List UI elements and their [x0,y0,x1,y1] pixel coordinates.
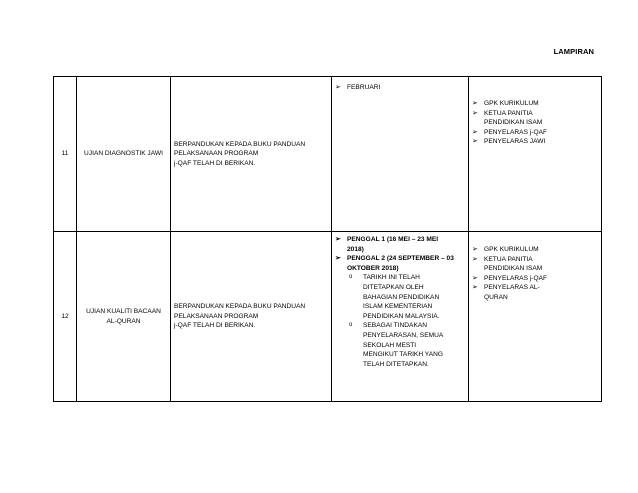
circle-bullet-icon: o [349,322,353,329]
arrow-bullet-icon: ➢ [472,255,478,263]
arrow-bullet-icon: ➢ [472,128,478,136]
program-table [53,76,602,402]
description-line: PELAKSANAAN PROGRAM [174,150,259,158]
list-item: ➢ KETUA PANITIA PENDIDIKAN ISAM [472,109,543,127]
arrow-bullet-icon: ➢ [335,255,341,263]
arrow-bullet-icon: ➢ [335,236,341,243]
arrow-bullet-icon: ➢ [472,274,478,282]
table-row [54,232,602,402]
program-description [171,232,332,402]
table-row [54,77,602,232]
description-line: BERPANDUKAN KEPADA BUKU PANDUAN [174,303,306,311]
arrow-bullet-icon: ➢ [472,138,478,146]
description-line: PELAKSANAAN PROGRAM [174,312,259,320]
arrow-bullet-icon: ➢ [472,284,478,292]
arrow-bullet-icon: ➢ [472,109,478,117]
list-item: ➢ PENYELARAS j-QAF [472,128,548,136]
row-number: 11 [54,77,77,232]
list-item: ➢ PENYELARAS JAWI [472,138,546,146]
row-number: 12 [54,232,77,402]
program-schedule [332,77,469,232]
list-item: ➢ PENGGAL 1 (16 MEI – 23 MEI 2018) [335,236,439,253]
program-description [171,77,332,232]
list-item: ➢ GPK KURIKULUM [472,100,539,107]
list-item: ➢ PENYELARAS j-QAF [472,274,548,282]
description-line: j-QAF TELAH DI BERIKAN. [174,322,256,330]
description-line: j-QAF TELAH DI BERIKAN. [174,159,256,167]
arrow-bullet-icon: ➢ [472,100,478,107]
program-responsible [469,77,602,232]
list-item: ➢ PENYELARAS AL-QURAN [472,284,540,301]
list-item: o TARIKH INI TELAH DITETAPKAN OLEH BAHAGIAN PENDIDIKAN ISLAM KEMENTERIAN PENDIDIKAN MALAYSIA. [349,274,440,320]
list-item: ➢ FEBRUARI [335,84,381,91]
list-item: ➢ PENGGAL 2 (24 SEPTEMBER – 03 OKTOBER 2018) [335,255,454,272]
circle-bullet-icon: o [349,274,353,281]
list-item: ➢ KETUA PANITIA PENDIDIKAN ISAM [472,255,543,273]
list-item: o SEBAGAI TINDAKAN PENYELARASAN, SEMUA SEKOLAH MESTI MENGIKUT TARIKH YANG TELAH DITETAPKAN. [349,322,443,368]
lampiran-heading: LAMPIRAN [553,47,594,56]
description-line: BERPANDUKAN KEPADA BUKU PANDUAN [174,140,306,148]
arrow-bullet-icon: ➢ [335,84,341,91]
program-title: UJIAN KUALITI BACAAN AL-QURAN [77,232,171,402]
list-item: ➢ GPK KURIKULUM [472,246,539,253]
arrow-bullet-icon: ➢ [472,246,478,253]
program-schedule [332,232,469,402]
program-title: UJIAN DIAGNOSTIK JAWI [77,77,171,232]
program-responsible [469,232,602,402]
